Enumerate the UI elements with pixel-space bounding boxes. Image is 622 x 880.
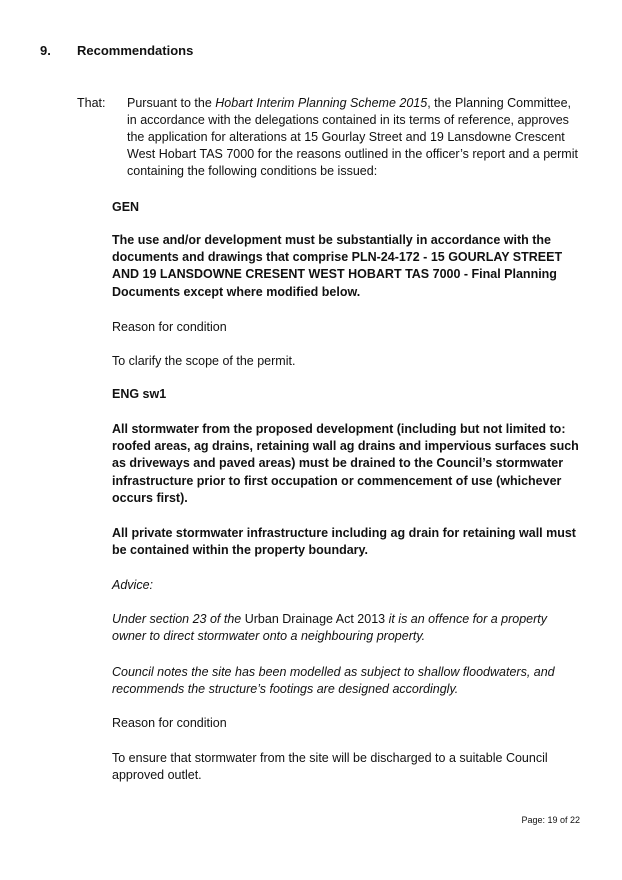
gen-code: GEN — [112, 200, 140, 214]
intro-paragraph — [127, 95, 579, 180]
section-title: Recommendations — [77, 43, 194, 58]
eng-condition-2: All private stormwater infrastructure including ag drain for retaining wall must be contained within the property boundary. — [112, 526, 576, 558]
gen-condition: The use and/or development must be substantially in accordance with the documents and drawings that comprise PLN-24-172 - 15 GOURLAY STREET AND 19 LANSDOWNE CRESENT WEST HOBART TAS 7000 - Final Planning Documents except where modified below. — [112, 233, 563, 299]
advice-1-pre: Under section 23 of the — [112, 612, 245, 626]
advice-2: Council notes the site has been modelled as subject to shallow floodwaters, and recommends the structure’s footings are designed accordingly. — [112, 665, 555, 697]
that-label: That: — [77, 96, 106, 110]
advice-1-post: it is an offence for a property owner to direct stormwater onto a neighbouring property. — [112, 612, 547, 644]
intro-text-pre: Pursuant to the — [127, 96, 216, 110]
eng-reason: To ensure that stormwater from the site will be discharged to a suitable Council approved outlet. — [112, 751, 548, 783]
page-number: Page: 19 of 22 — [521, 815, 580, 825]
advice-1 — [112, 611, 582, 645]
section-number: 9. — [40, 43, 51, 58]
urban-drainage-act: Urban Drainage Act 2013 — [244, 612, 386, 626]
gen-reason: To clarify the scope of the permit. — [112, 354, 296, 368]
eng-code: ENG sw1 — [112, 387, 167, 401]
eng-reason-label: Reason for condition — [112, 716, 227, 730]
intro-text-post: , the Planning Committee, in accordance with the delegations contained in its terms of reference, approves the application for alterations at 15 Gourlay Street and 19 Lansdowne Crescent West Hobart TAS 7000 for the reasons outlined in the officer’s report and a permit containing the following conditions be issued: — [127, 96, 578, 178]
advice-label: Advice: — [112, 578, 153, 592]
gen-reason-label: Reason for condition — [112, 320, 227, 334]
planning-scheme-name: Hobart Interim Planning Scheme 2015 — [215, 96, 428, 110]
eng-condition-1: All stormwater from the proposed development (including but not limited to: roofed areas, ag drains, retaining wall ag drains and impervious surfaces such as driveways and paved areas) must be drained to the Council’s stormwater infrastructure prior to first occupation or commencement of use (whichever occurs first). — [112, 422, 579, 505]
